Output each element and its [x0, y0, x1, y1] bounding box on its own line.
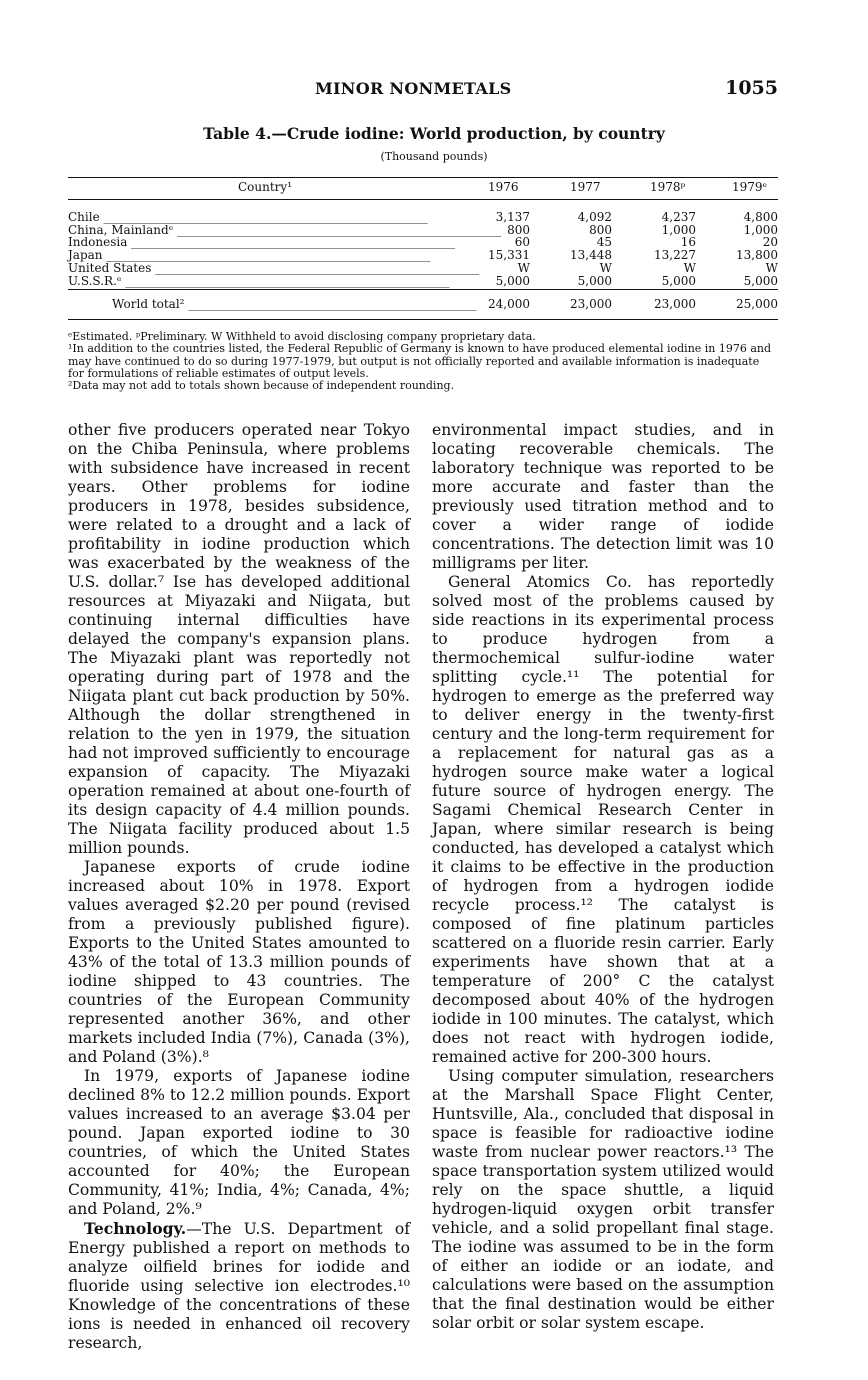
column-header-1978: 1978ᵖ — [650, 180, 686, 194]
table-cell: 800 — [507, 223, 530, 237]
table-cell: 13,227 — [654, 248, 696, 262]
paragraph: environmental impact studies, and in locating recoverable chemicals. The laboratory technique was reported to be more accurate and faster than the previously used titration method and to cover a wider range of iodide concentrations. The detection limit was 10 milligrams per liter. — [432, 421, 774, 572]
paragraph: Using computer simulation, researchers at the Marshall Space Flight Center, Huntsville, Ala., concluded that disposal in space is feasible for radioactive iodine waste from nuclear power reactors.¹³ The space transportation system utilized would rely on the space shuttle, a liquid hydrogen-liquid oxygen orbit transfer vehicle, and a solid propellant final stage. The iodine was assumed to be in the form of either an iodide or an iodate, and calculations were based on the assumption that the final destination would be either solar orbit or solar system escape. — [432, 1067, 774, 1332]
table-row — [68, 262, 778, 274]
table-cell: W — [683, 261, 696, 275]
column-header-country: Country¹ — [238, 180, 293, 194]
paragraph: In 1979, exports of Japanese iodine declined 8% to 12.2 million pounds. Export values increased to an average $3.04 per pound. Japan exported iodine to 30 countries, of which the United States accounted for 40%; the European Community, 41%; India, 4%; Canada, 4%; and Poland, 2%.⁹ — [68, 1067, 410, 1218]
table-header-row — [68, 178, 778, 196]
paragraph: other five producers operated near Tokyo on the Chiba Peninsula, where problems with subsidence have increased in recent years. Other problems for iodine producers in 1978, besides subsidence, were related to a drought and a lack of profitability in iodine production which was exacerbated by the weakness of the U.S. dollar.⁷ Ise has developed additional resources at Miyazaki and Niigata, but continuing internal difficulties have delayed the company's expansion plans. The Miyazaki plant was reportedly not operating during part of 1978 and the Niigata plant cut back production by 50%. Although the dollar strengthened in relation to the yen in 1979, the situation had not improved sufficiently to encourage expansion of capacity. The Miyazaki operation remained at about one-fourth of its design capacity of 4.4 million pounds. The Niigata facility produced about 1.5 million pounds. — [68, 421, 410, 857]
country-name: United States ______________________________________________________ — [68, 261, 480, 275]
country-name: Japan ______________________________________________________ — [68, 248, 431, 262]
table-row — [68, 211, 778, 223]
country-name: China, Mainlandᵉ ______________________________________________________ — [68, 223, 502, 237]
table-cell: 13,800 — [736, 248, 778, 262]
table-cell: W — [517, 261, 530, 275]
table-footnotes — [68, 331, 778, 392]
table-cell: 60 — [514, 235, 530, 249]
table-cell: 20 — [762, 235, 778, 249]
footnote: ᵉEstimated. ᵖPreliminary. W Withheld to avoid disclosing company proprietary data. — [68, 330, 536, 343]
table-cell: W — [599, 261, 612, 275]
table-cell: 4,092 — [577, 210, 612, 224]
page-header — [0, 77, 868, 101]
footnote: ¹In addition to the countries listed, the Federal Republic of Germany is known to have produced elemental iodine in 1976 and may have continued to do so during 1977-1979, but output is not officially reported and available information is inadequate for formulations of reliable estimates of output levels. — [68, 342, 772, 380]
table-cell: 1,000 — [661, 223, 696, 237]
table-cell: 5,000 — [661, 274, 696, 288]
table-header-rule — [68, 199, 778, 200]
paragraph: General Atomics Co. has reportedly solved most of the problems caused by side reactions in its experimental process to produce hydrogen from a thermochemical sulfur-iodine water splitting cycle.¹¹ The potential for hydrogen to emerge as the preferred way to deliver energy in the twenty-first century and the long-term requirement for a replacement for natural gas as a hydrogen source make water a logical future source of hydrogen energy. The Sagami Chemical Research Center in Japan, where similar research is being conducted, has developed a catalyst which it claims to be effective in the production of hydrogen from a hydrogen iodide recycle process.¹² The catalyst is composed of fine platinum particles scattered on a fluoride resin carrier. Early experiments have shown that at a temperature of 200° C the catalyst decomposed about 40% of the hydrogen iodide in 100 minutes. The catalyst, which does not react with hydrogen iodide, remained active for 200-300 hours. — [432, 573, 774, 1066]
table-cell: 4,237 — [661, 210, 696, 224]
column-header-1976: 1976 — [488, 180, 519, 194]
table-total-row — [68, 298, 778, 310]
country-name: U.S.S.R.ᵉ ______________________________________________________ — [68, 274, 450, 288]
column-header-1977: 1977 — [570, 180, 601, 194]
section-heading: Technology. — [84, 1219, 187, 1238]
table-cell: 13,448 — [570, 248, 612, 262]
table-row — [68, 249, 778, 261]
table-cell: 3,137 — [495, 210, 530, 224]
footnote: ²Data may not add to totals shown because of independent rounding. — [68, 379, 455, 393]
table-cell: 23,000 — [654, 297, 696, 311]
table-total-rule — [68, 289, 778, 290]
table-cell: 5,000 — [743, 274, 778, 288]
table-bottom-rule — [68, 319, 778, 320]
table-cell: W — [765, 261, 778, 275]
page-number: 1055 — [725, 77, 778, 99]
table-title: Table 4.—Crude iodine: World production, by country — [203, 124, 665, 143]
running-title: MINOR NONMETALS — [315, 79, 512, 98]
table-cell: 1,000 — [743, 223, 778, 237]
paragraph-technology: Technology.—The U.S. Department of Energy published a report on methods to analyze oilfield brines for iodide and fluoride using selective ion electrodes.¹⁰ Knowledge of the concentrations of these ions is needed in enhanced oil recovery research, — [68, 1219, 410, 1352]
column-header-1979: 1979ᵉ — [732, 180, 768, 194]
paragraph: Japanese exports of crude iodine increased about 10% in 1978. Export values averaged $2.20 per pound (revised from a previously published figure). Exports to the United States amounted to 43% of the total of 13.3 million pounds of iodine shipped to 43 countries. The countries of the European Community represented another 36%, and other markets included India (7%), Canada (3%), and Poland (3%).⁸ — [68, 858, 410, 1066]
table-row — [68, 236, 778, 248]
table-cell: 23,000 — [570, 297, 612, 311]
table-cell: 16 — [680, 235, 696, 249]
table-cell: 15,331 — [488, 248, 530, 262]
table-cell: 4,800 — [743, 210, 778, 224]
table-cell: 5,000 — [577, 274, 612, 288]
table-subtitle: (Thousand pounds) — [380, 150, 488, 163]
table-cell: 800 — [589, 223, 612, 237]
country-name: Chile ______________________________________________________ — [68, 210, 428, 224]
table-row — [68, 275, 778, 287]
country-name: Indonesia ______________________________________________________ — [68, 235, 456, 249]
table-cell: 24,000 — [488, 297, 530, 311]
table-cell: 5,000 — [495, 274, 530, 288]
right-column — [432, 421, 774, 1333]
total-label: World total² ________________________________________________ — [112, 297, 477, 311]
table-cell: 25,000 — [736, 297, 778, 311]
left-column — [68, 421, 410, 1353]
table-cell: 45 — [596, 235, 612, 249]
